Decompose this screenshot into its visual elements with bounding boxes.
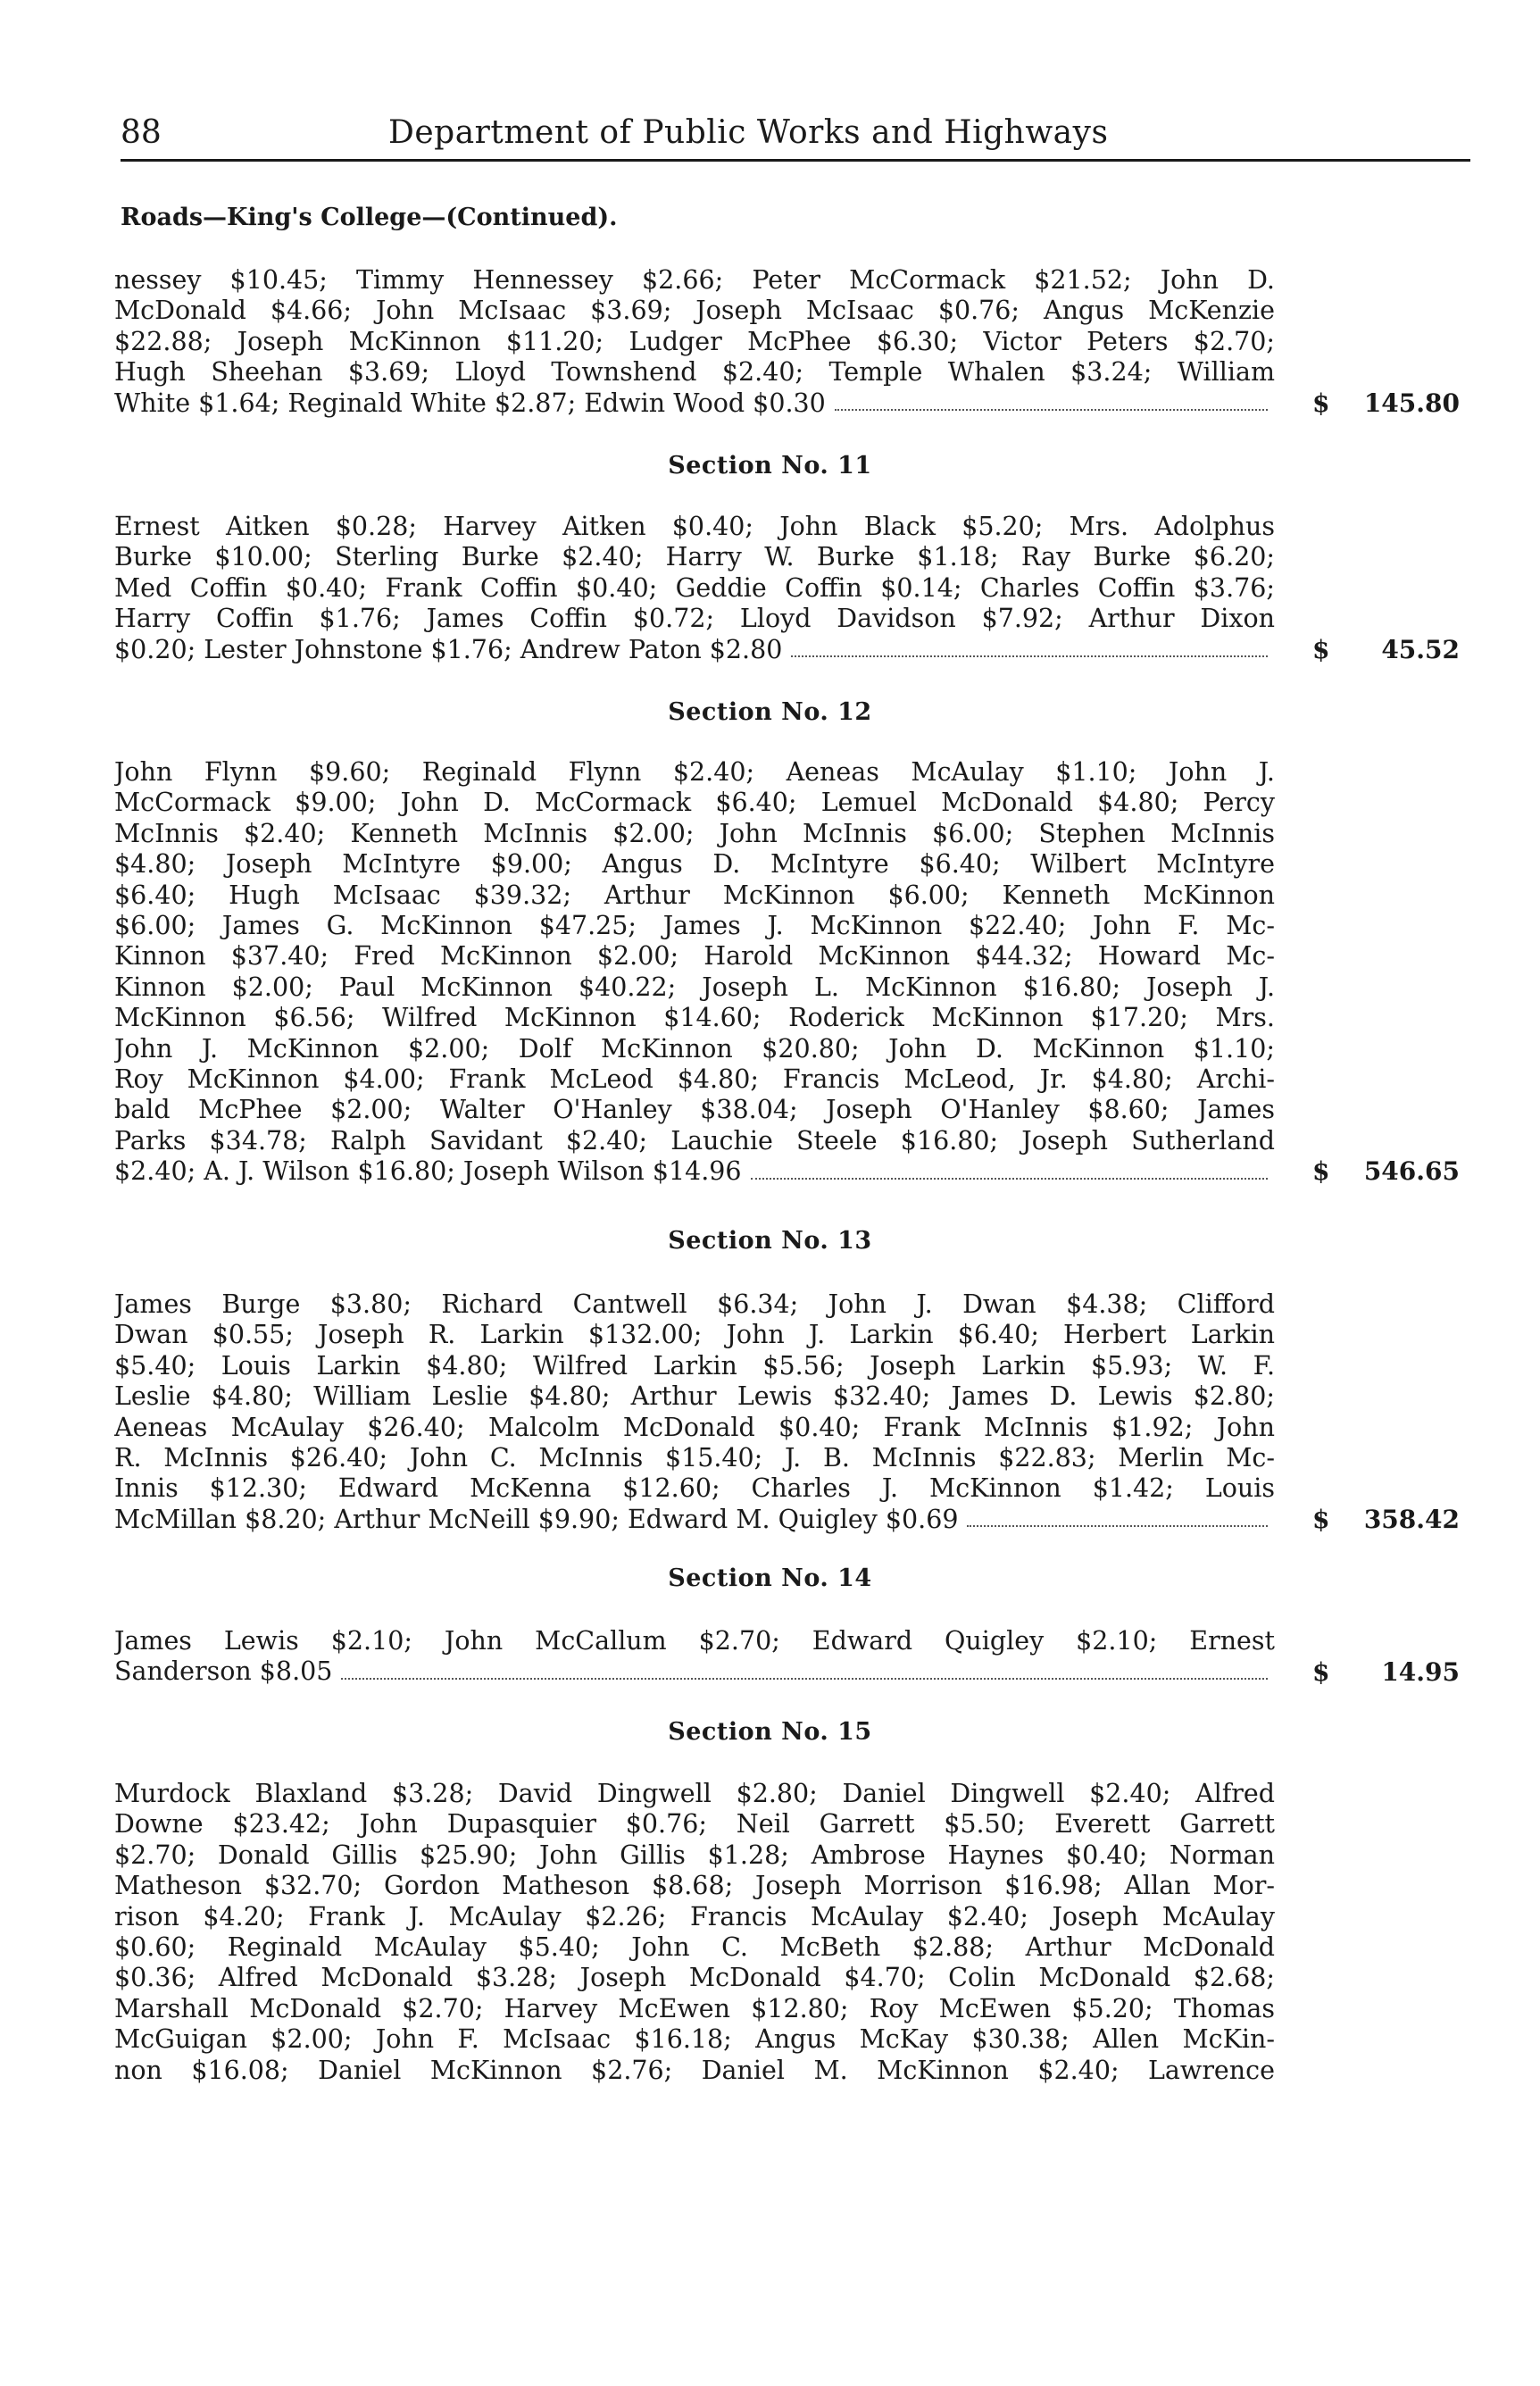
entry-line: $2.70; Donald Gillis $25.90; John Gillis $1.28; Ambrose Haynes $0.40; Norman	[114, 1840, 1275, 1870]
entry-block-section-14	[114, 1626, 1275, 1688]
currency-sign: $	[1312, 635, 1330, 664]
dot-leader	[791, 635, 1268, 657]
entry-line: Sanderson $8.05	[114, 1656, 333, 1687]
entry-line: $22.88; Joseph McKinnon $11.20; Ludger McPhee $6.30; Victor Peters $2.70;	[114, 326, 1275, 356]
dot-leader	[967, 1505, 1268, 1527]
section-title: Section No. 12	[668, 698, 872, 726]
entry-last-line	[114, 388, 1275, 419]
entry-line: $5.40; Louis Larkin $4.80; Wilfred Larkin $5.56; Joseph Larkin $5.93; W. F.	[114, 1350, 1275, 1381]
entry-line: McGuigan $2.00; John F. McIsaac $16.18; Angus McKay $30.38; Allen McKin-	[114, 2024, 1275, 2055]
entry-block-continued	[114, 265, 1275, 419]
entry-line: R. McInnis $26.40; John C. McInnis $15.40; J. B. McInnis $22.83; Merlin Mc-	[114, 1443, 1275, 1473]
entry-line: James Burge $3.80; Richard Cantwell $6.34; John J. Dwan $4.38; Clifford	[114, 1289, 1275, 1319]
entry-block-section-12	[114, 757, 1275, 1188]
section-title: Section No. 13	[668, 1227, 872, 1255]
entry-line: Downe $23.42; John Dupasquier $0.76; Neil Garrett $5.50; Everett Garrett	[114, 1809, 1275, 1840]
entry-line: Harry Coffin $1.76; James Coffin $0.72; Lloyd Davidson $7.92; Arthur Dixon	[114, 604, 1275, 634]
entry-line: Burke $10.00; Sterling Burke $2.40; Harry W. Burke $1.18; Ray Burke $6.20;	[114, 542, 1275, 572]
entry-last-line	[114, 635, 1275, 665]
entry-block-section-11	[114, 512, 1275, 665]
currency-sign: $	[1312, 1156, 1330, 1186]
entry-line: $6.00; James G. McKinnon $47.25; James J. McKinnon $22.40; John F. Mc-	[114, 911, 1275, 941]
dot-leader	[341, 1656, 1268, 1679]
entry-line: Aeneas McAulay $26.40; Malcolm McDonald $0.40; Frank McInnis $1.92; John	[114, 1412, 1275, 1442]
currency-sign: $	[1312, 388, 1330, 418]
entry-line: Marshall McDonald $2.70; Harvey McEwen $12.80; Roy McEwen $5.20; Thomas	[114, 1993, 1275, 2023]
dot-leader	[835, 388, 1268, 411]
entry-line: James Lewis $2.10; John McCallum $2.70; Edward Quigley $2.10; Ernest	[114, 1626, 1275, 1656]
entry-line: White $1.64; Reginald White $2.87; Edwin Wood $0.30	[114, 388, 826, 418]
entry-line: Innis $12.30; Edward McKenna $12.60; Charles J. McKinnon $1.42; Louis	[114, 1473, 1275, 1504]
entry-line: nessey $10.45; Timmy Hennessey $2.66; Peter McCormack $21.52; John D.	[114, 265, 1275, 295]
entry-line: Hugh Sheehan $3.69; Lloyd Townshend $2.40; Temple Whalen $3.24; William	[114, 357, 1275, 388]
entry-line: rison $4.20; Frank J. McAulay $2.26; Francis McAulay $2.40; Joseph McAulay	[114, 1901, 1275, 1931]
entry-line: John Flynn $9.60; Reginald Flynn $2.40; Aeneas McAulay $1.10; John J.	[114, 757, 1275, 787]
entry-line: $0.60; Reginald McAulay $5.40; John C. McBeth $2.88; Arthur McDonald	[114, 1932, 1275, 1963]
section-title: Section No. 14	[668, 1564, 872, 1592]
entry-line: non $16.08; Daniel McKinnon $2.76; Daniel M. McKinnon $2.40; Lawrence	[114, 2055, 1275, 2085]
entry-line: Roy McKinnon $4.00; Frank McLeod $4.80; Francis McLeod, Jr. $4.80; Archi-	[114, 1064, 1275, 1095]
entry-block-section-15	[114, 1779, 1275, 2086]
section-total: 145.80	[1363, 388, 1460, 418]
entry-last-line	[114, 1156, 1275, 1187]
entry-line: $0.20; Lester Johnstone $1.76; Andrew Paton $2.80	[114, 634, 783, 664]
section-total: 358.42	[1363, 1505, 1460, 1534]
section-title: Section No. 15	[668, 1718, 872, 1746]
currency-sign: $	[1312, 1505, 1330, 1534]
entry-line: Kinnon $2.00; Paul McKinnon $40.22; Joseph L. McKinnon $16.80; Joseph J.	[114, 972, 1275, 1002]
section-title: Section No. 11	[668, 452, 872, 480]
entry-line: Kinnon $37.40; Fred McKinnon $2.00; Harold McKinnon $44.32; Howard Mc-	[114, 941, 1275, 972]
entry-line: McKinnon $6.56; Wilfred McKinnon $14.60; Roderick McKinnon $17.20; Mrs.	[114, 1003, 1275, 1033]
entry-line: $6.40; Hugh McIsaac $39.32; Arthur McKinnon $6.00; Kenneth McKinnon	[114, 880, 1275, 910]
continued-heading: Roads—King's College—(Continued).	[121, 204, 618, 231]
entry-line: Leslie $4.80; William Leslie $4.80; Arthur Lewis $32.40; James D. Lewis $2.80;	[114, 1381, 1275, 1412]
page-number: 88	[121, 114, 162, 151]
entry-line: Med Coffin $0.40; Frank Coffin $0.40; Geddie Coffin $0.14; Charles Coffin $3.76;	[114, 572, 1275, 603]
entry-line: Parks $34.78; Ralph Savidant $2.40; Lauchie Steele $16.80; Joseph Sutherland	[114, 1125, 1275, 1155]
section-total: 14.95	[1381, 1657, 1460, 1687]
entry-line: McDonald $4.66; John McIsaac $3.69; Joseph McIsaac $0.76; Angus McKenzie	[114, 296, 1275, 326]
section-total: 546.65	[1363, 1156, 1460, 1186]
page-header	[121, 107, 1470, 159]
entry-last-line	[114, 1656, 1275, 1687]
currency-sign: $	[1312, 1657, 1330, 1687]
entry-line: Murdock Blaxland $3.28; David Dingwell $2.80; Daniel Dingwell $2.40; Alfred	[114, 1779, 1275, 1808]
entry-line: Ernest Aitken $0.28; Harvey Aitken $0.40; John Black $5.20; Mrs. Adolphus	[114, 512, 1275, 541]
dot-leader	[751, 1156, 1268, 1179]
entry-line: $2.40; A. J. Wilson $16.80; Joseph Wilson $14.96	[114, 1156, 742, 1187]
entry-line: McInnis $2.40; Kenneth McInnis $2.00; John McInnis $6.00; Stephen McInnis	[114, 818, 1275, 848]
entry-line: Matheson $32.70; Gordon Matheson $8.68; Joseph Morrison $16.98; Allan Mor-	[114, 1871, 1275, 1901]
entry-line: bald McPhee $2.00; Walter O'Hanley $38.04; Joseph O'Hanley $8.60; James	[114, 1095, 1275, 1125]
entry-line: $0.36; Alfred McDonald $3.28; Joseph McDonald $4.70; Colin McDonald $2.68;	[114, 1963, 1275, 1993]
entry-last-line	[114, 1505, 1275, 1535]
section-total: 45.52	[1381, 635, 1460, 664]
page-title: Department of Public Works and Highways	[388, 114, 1109, 151]
entry-line: John J. McKinnon $2.00; Dolf McKinnon $20.80; John D. McKinnon $1.10;	[114, 1033, 1275, 1064]
entry-line: Dwan $0.55; Joseph R. Larkin $132.00; John J. Larkin $6.40; Herbert Larkin	[114, 1320, 1275, 1350]
entry-line: McCormack $9.00; John D. McCormack $6.40; Lemuel McDonald $4.80; Percy	[114, 788, 1275, 818]
entry-block-section-13	[114, 1289, 1275, 1535]
header-rule	[121, 159, 1470, 162]
entry-line: $4.80; Joseph McIntyre $9.00; Angus D. McIntyre $6.40; Wilbert McIntyre	[114, 849, 1275, 880]
entry-line: McMillan $8.20; Arthur McNeill $9.90; Edward M. Quigley $0.69	[114, 1504, 959, 1534]
